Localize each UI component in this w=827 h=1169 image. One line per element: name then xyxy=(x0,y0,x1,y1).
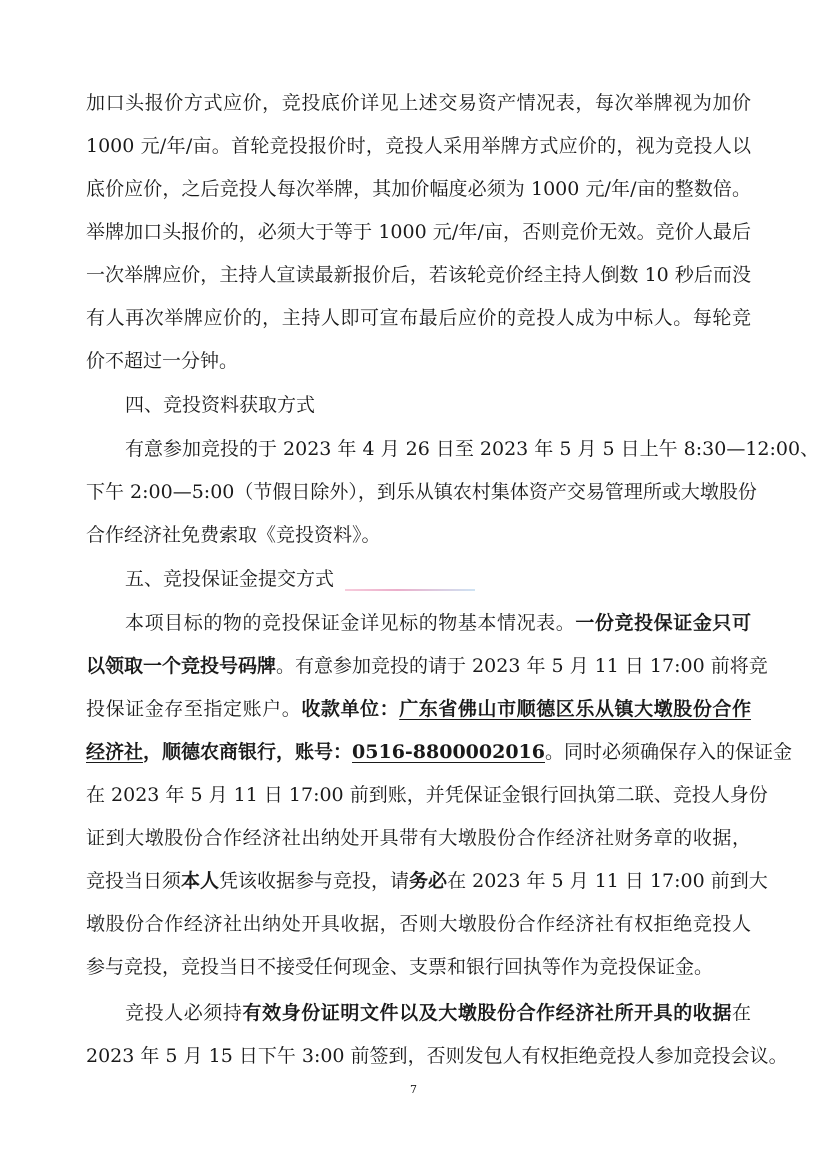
paragraph-line: 一次举牌应价，主持人宣读最新报价后，若该轮竞价经主持人倒数 10 秒后而没 xyxy=(86,264,751,286)
section-heading: 五、竞投保证金提交方式 xyxy=(125,568,335,590)
paragraph-line: 经济社，顺德农商银行，账号：0516-8800002016。同时必须确保存入的保证金 xyxy=(86,741,793,763)
paragraph-line: 墩股份合作经济社出纳处开具收据，否则大墩股份合作经济社有权拒绝竞投人 xyxy=(86,913,751,935)
paragraph-line: 底价应价，之后竞投人每次举牌，其加价幅度必须为 1000 元/年/亩的整数倍。 xyxy=(86,178,751,200)
paragraph-line: 价不超过一分钟。 xyxy=(86,350,239,372)
paragraph-line: 竞投当日须本人凭该收据参与竞投，请务必在 2023 年 5 月 11 日 17:00 前到大 xyxy=(86,870,768,892)
paragraph-line: 加口头报价方式应价，竞投底价详见上述交易资产情况表，每次举牌视为加价 xyxy=(86,92,751,114)
paragraph-line: 以领取一个竞投号码牌。有意参加竞投的请于 2023 年 5 月 11 日 17:00 前将竞 xyxy=(86,655,768,677)
paragraph-line: 竞投人必须持有效身份证明文件以及大墩股份合作经济社所开具的收据在 xyxy=(125,1002,751,1024)
paragraph-line: 1000 元/年/亩。首轮竞投报价时，竞投人采用举牌方式应价的，视为竞投人以 xyxy=(86,135,751,157)
page-number: 7 xyxy=(410,1083,417,1096)
paragraph-line: 本项目标的物的竞投保证金详见标的物基本情况表。一份竞投保证金只可 xyxy=(125,612,751,634)
paragraph-line: 有意参加竞投的于 2023 年 4 月 26 日至 2023 年 5 月 5 日上午 8:30—12:00、 xyxy=(125,438,820,460)
paragraph-line: 投保证金存至指定账户。收款单位：广东省佛山市顺德区乐从镇大墩股份合作 xyxy=(86,698,751,720)
highlight-mark xyxy=(345,589,475,591)
paragraph-line: 合作经济社免费索取《竞投资料》。 xyxy=(86,524,381,546)
paragraph-line: 证到大墩股份合作经济社出纳处开具带有大墩股份合作经济社财务章的收据， xyxy=(86,827,751,849)
paragraph-line: 在 2023 年 5 月 11 日 17:00 前到账，并凭保证金银行回执第二联、竞投人身份 xyxy=(86,784,768,806)
paragraph-line: 举牌加口头报价的，必须大于等于 1000 元/年/亩，否则竞价无效。竞价人最后 xyxy=(86,221,751,243)
section-heading: 四、竞投资料获取方式 xyxy=(125,394,316,416)
paragraph-line: 2023 年 5 月 15 日下午 3:00 前签到，否则发包人有权拒绝竞投人参加竞投会议。 xyxy=(86,1045,788,1067)
paragraph-line: 下午 2:00—5:00（节假日除外），到乐从镇农村集体资产交易管理所或大墩股份 xyxy=(86,481,757,503)
paragraph-line: 有人再次举牌应价的，主持人即可宣布最后应价的竞投人成为中标人。每轮竞 xyxy=(86,307,751,329)
paragraph-line: 参与竞投，竞投当日不接受任何现金、支票和银行回执等作为竞投保证金。 xyxy=(86,956,714,978)
